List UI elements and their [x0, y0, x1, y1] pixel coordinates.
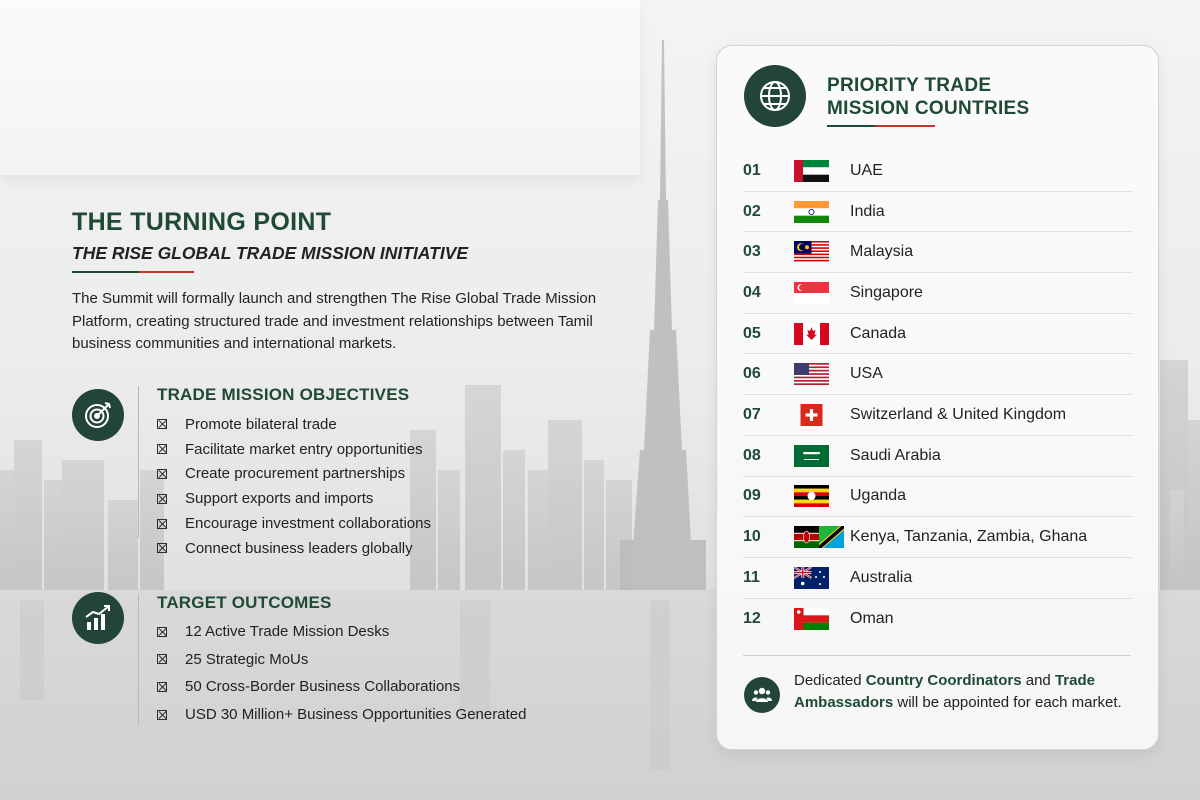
intro-paragraph: The Summit will formally launch and strengthen The Rise Global Trade Mission Platform, creating structured trade and investment relationships between Tamil business communities and international markets. [72, 290, 597, 352]
switzerland-flag-icon [794, 404, 829, 426]
list-item: 12 Active Trade Mission Desks [157, 618, 526, 646]
kenya-tanzania-flag-icon [794, 526, 844, 548]
india-flag-icon [794, 201, 829, 223]
country-list [743, 151, 1133, 639]
bullet-icon [157, 469, 167, 479]
objectives-divider [138, 386, 139, 538]
title-underline [72, 271, 194, 273]
country-row-switzerland-uk: 07 Switzerland & United Kingdom [743, 395, 1133, 436]
card-title: PRIORITY TRADE MISSION COUNTRIES [827, 75, 1030, 119]
target-icon [72, 389, 124, 441]
country-row-oman: 12 Oman [743, 599, 1133, 640]
page-subtitle: THE RISE GLOBAL TRADE MISSION INITIATIVE [72, 243, 469, 263]
country-row-uganda: 09 Uganda [743, 477, 1133, 518]
outcomes-title: TARGET OUTCOMES [157, 593, 332, 612]
bullet-icon [157, 543, 167, 553]
country-row-singapore: 04 Singapore [743, 273, 1133, 314]
growth-chart-icon [72, 592, 124, 644]
country-row-uae: 01 UAE [743, 151, 1133, 192]
list-item: Encourage investment collaborations [157, 511, 431, 536]
list-item: USD 30 Million+ Business Opportunities Generated [157, 701, 526, 729]
saudi-arabia-flag-icon [794, 445, 829, 467]
country-row-australia: 11 Australia [743, 558, 1133, 599]
bullet-icon [157, 682, 167, 692]
people-icon [744, 677, 780, 713]
bullet-icon [157, 627, 167, 637]
bullet-icon [157, 519, 167, 529]
bullet-icon [157, 494, 167, 504]
objectives-list [157, 412, 431, 561]
intro-section [72, 205, 632, 356]
country-row-kenya-tanzania-zambia-ghana: 10 Kenya, Tanzania, Zambia, Ghana [743, 517, 1133, 558]
usa-flag-icon [794, 363, 829, 385]
list-item: 25 Strategic MoUs [157, 646, 526, 674]
country-row-usa: 06 USA [743, 354, 1133, 395]
country-row-malaysia: 03 Malaysia [743, 232, 1133, 273]
country-row-saudi-arabia: 08 Saudi Arabia [743, 436, 1133, 477]
outcomes-list [157, 618, 526, 728]
country-row-india: 02 India [743, 192, 1133, 233]
card-title-underline [827, 125, 935, 127]
outcomes-divider [138, 594, 139, 726]
uganda-flag-icon [794, 485, 829, 507]
bullet-icon [157, 654, 167, 664]
list-item: Promote bilateral trade [157, 412, 431, 437]
canada-flag-icon [794, 323, 829, 345]
objectives-title: TRADE MISSION OBJECTIVES [157, 385, 410, 404]
australia-flag-icon [794, 567, 829, 589]
globe-icon [744, 65, 806, 127]
page-title: THE TURNING POINT [72, 208, 332, 236]
header-panel [0, 0, 640, 175]
bullet-icon [157, 710, 167, 720]
countries-card [716, 45, 1159, 750]
list-item: 50 Cross-Border Business Collaborations [157, 673, 526, 701]
list-item: Connect business leaders globally [157, 536, 431, 561]
list-item: Support exports and imports [157, 486, 431, 511]
list-item: Create procurement partnerships [157, 462, 431, 487]
card-divider [743, 655, 1131, 656]
coordinators-note: Dedicated Country Coordinators and Trade Ambassadors will be appointed for each market. [794, 672, 1122, 711]
objectives-section [72, 384, 632, 557]
bullet-icon [157, 419, 167, 429]
uae-flag-icon [794, 160, 829, 182]
outcomes-section [72, 592, 632, 732]
oman-flag-icon [794, 608, 829, 630]
singapore-flag-icon [794, 282, 829, 304]
malaysia-flag-icon [794, 241, 829, 263]
bullet-icon [157, 444, 167, 454]
list-item: Facilitate market entry opportunities [157, 437, 431, 462]
country-row-canada: 05 Canada [743, 314, 1133, 355]
